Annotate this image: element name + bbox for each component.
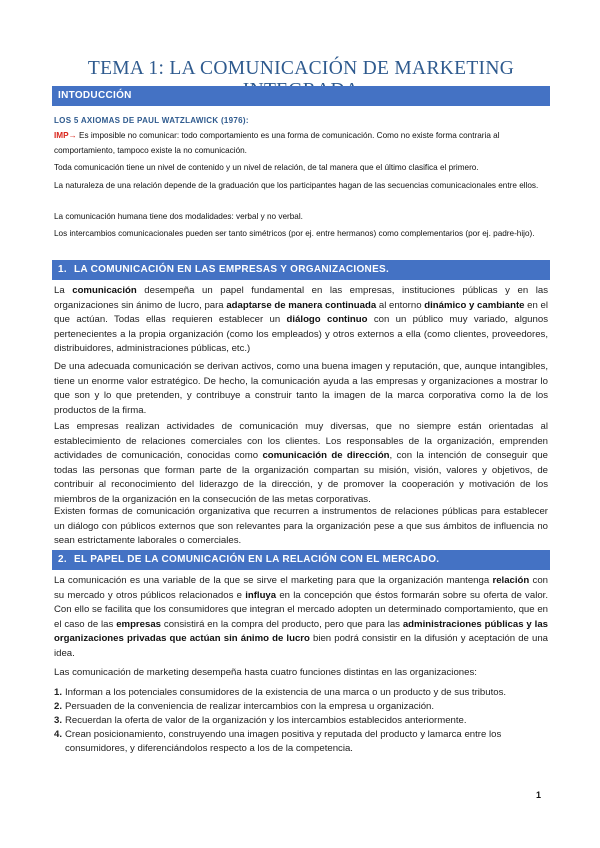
axioms-subheading: LOS 5 AXIOMAS DE PAUL WATZLAWICK (1976): xyxy=(54,116,249,125)
axiom-2: Toda comunicación tiene un nivel de contenido y un nivel de relación, de tal manera que el último clasifica el primero. xyxy=(54,163,479,172)
intro-heading: INTODUCCIÓN xyxy=(58,90,132,101)
list-item: 3. Recuerdan la oferta de valor de la organización y los intercambios establecidos anteriormente. xyxy=(54,715,467,726)
imp-label: IMP→ xyxy=(54,131,77,140)
axiom-5: Los intercambios comunicacionales pueden ser tanto simétricos (por ej. entre hermanos) como complementarios (por ej. padre-hijo). xyxy=(54,229,535,238)
section-1-paragraph-4: Existen formas de comunicación organizativa que recurren a instrumentos de relaciones públicas para establecer un diálogo con públicos externos que son relevantes para la organización pese a que sus ámbitos de influencia no sean estrictamente laborales o comerciales. xyxy=(54,506,548,547)
axiom-4: La comunicación humana tiene dos modalidades: verbal y no verbal. xyxy=(54,212,303,221)
section-2-number: 2. xyxy=(58,554,67,565)
section-1-heading-band xyxy=(52,260,550,280)
section-1-paragraph-3: Las empresas realizan actividades de comunicación muy diversas, que no siempre están orientadas al establecimiento de relaciones comerciales con los clientes. Los responsables de la organización, emprenden actividades de comunicación, conocidas como comunicación de dirección, con la intención de conseguir que todas las personas que forman parte de la organización compartan su misión, visión, valores y objetivos, de contribuir al reconocimiento del liderazgo de la dirección, y de promover la cooperación y motivación de los miembros de la organización en la consecución de las metas corporativas. xyxy=(54,421,548,505)
section-1-paragraph-1: La comunicación desempeña un papel fundamental en las empresas, instituciones públicas y en las organizaciones sin ánimo de lucro, para adaptarse de manera continuada al entorno dinámico y cambiante en el que actúan. Todas ellas requieren establecer un diálogo continuo con un público muy variado, algunos pertenecientes a la propia organización (como los empleados) y otros externos a ella (como clientes, proveedores, distribuidores, administraciones públicas, etc.) xyxy=(54,285,548,355)
section-1-number: 1. xyxy=(58,264,67,275)
list-item: 4. Crean posicionamiento, construyendo una imagen positiva y reputada del producto y lamarca entre los consumidores, y diferenciándolos respecto a los de la competencia. xyxy=(54,729,502,754)
section-1-paragraph-2: De una adecuada comunicación se derivan activos, como una buena imagen y reputación, que, aunque intangibles, tiene un enorme valor estratégico. De hecho, la comunicación ayuda a las empresas y organizaciones a mostrar lo que son y lo que pretenden, y contribuye a construir tanto la imagen de la marca corporativa como la de los productos de la firma. xyxy=(54,361,548,416)
list-item: 1. Informan a los potenciales consumidores de la existencia de una marca o un producto y de sus tributos. xyxy=(54,687,507,698)
section-2-heading: EL PAPEL DE LA COMUNICACIÓN EN LA RELACIÓN CON EL MERCADO. xyxy=(74,554,440,565)
section-2-heading-band xyxy=(52,550,550,570)
document-title: TEMA 1: LA COMUNICACIÓN DE MARKETING xyxy=(87,58,515,79)
section-2-paragraph-2: Las comunicación de marketing desempeña hasta cuatro funciones distintas en las organizaciones: xyxy=(54,667,477,678)
intro-heading-band xyxy=(52,86,550,106)
axiom-3: La naturaleza de una relación depende de la graduación que los participantes hagan de las secuencias comunicacionales entre ellos. xyxy=(54,181,539,190)
axiom-1 xyxy=(54,129,548,158)
page-number: 1 xyxy=(536,790,542,800)
section-2-paragraph-1: La comunicación es una variable de la que se sirve el marketing para que la organización mantenga relación con su mercado y otros públicos relacionados e influya en la concepción que éstos formarán sobre su oferta de valor. Con ello se facilita que los consumidores que integran el mercado adopten un determinado comportamiento, que en el caso de las empresas consistirá en la compra del producto, pero que para las administraciones públicas y las organizaciones privadas que actúan sin ánimo de lucro bien podrá consistir en la difusión y aceptación de una idea. xyxy=(54,575,548,659)
axiom-1-text: Es imposible no comunicar: todo comportamiento es una forma de comunicación. Como no existe forma contraria al comportamiento, tampoco existe la no comunicación. xyxy=(54,131,500,155)
section-1-heading: LA COMUNICACIÓN EN LAS EMPRESAS Y ORGANIZACIONES. xyxy=(74,264,390,275)
list-item: 2. Persuaden de la conveniencia de realizar intercambios con la empresa u organización. xyxy=(54,701,435,712)
